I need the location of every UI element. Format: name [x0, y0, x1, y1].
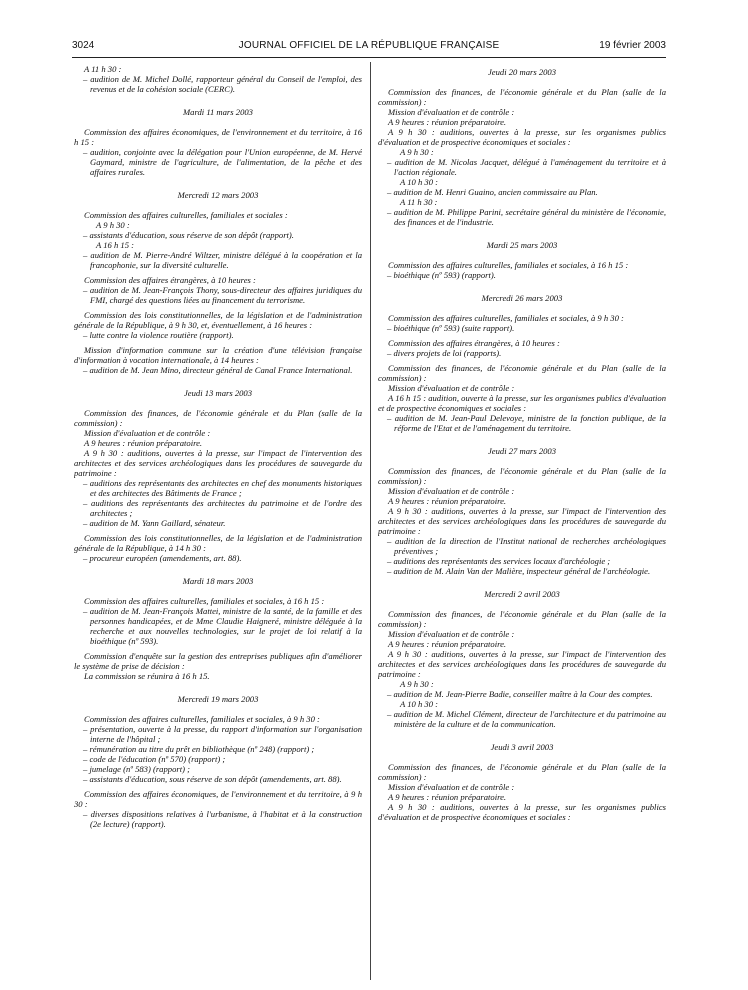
committee-line: Commission des affaires étrangères, à 10 heures :	[388, 338, 560, 348]
committee-line: Commission des affaires culturelles, familiales et sociales, à 9 h 30 :	[388, 313, 624, 323]
mission-line: Mission d'évaluation et de contrôle :	[388, 107, 515, 117]
agenda-item: – auditions des représentants des architectes du patrimoine et de l'ordre des architectes ;	[83, 498, 362, 518]
day-heading: Mardi 18 mars 2003	[182, 576, 254, 586]
agenda-item: – bioéthique (nº 593) (rapport).	[387, 270, 496, 280]
day-heading: Mardi 25 mars 2003	[486, 240, 558, 250]
agenda-item: – audition de M. Alain Van der Malière, inspecteur général de l'archéologie.	[387, 566, 651, 576]
mission-line: Mission d'évaluation et de contrôle :	[84, 428, 211, 438]
time-slot: A 9 h 30 : auditions, ouvertes à la presse, sur l'impact de l'intervention des architectes et des services archéologiques dans les procédures de sauvegarde du patrimoine :	[74, 448, 362, 478]
time-slot: A 9 h 30 : auditions, ouvertes à la presse, sur l'impact de l'intervention des architectes et des services archéologiques dans les procédures de sauvegarde du patrimoine :	[378, 506, 666, 536]
committee-line: Mission d'information commune sur la création d'une télévision française d'information à vocation internationale, à 14 heures :	[74, 345, 362, 365]
time-slot: A 16 h 15 :	[96, 240, 135, 250]
left-column	[74, 64, 362, 988]
committee-line: Commission des finances, de l'économie générale et du Plan (salle de la commission) :	[378, 363, 666, 383]
committee-line: Commission des finances, de l'économie générale et du Plan (salle de la commission) :	[378, 609, 666, 629]
mission-line: Mission d'évaluation et de contrôle :	[388, 486, 515, 496]
time-slot: A 9 heures : réunion préparatoire.	[388, 496, 507, 506]
time-slot: A 9 h 30 :	[400, 679, 434, 689]
day-heading: Mercredi 26 mars 2003	[481, 293, 563, 303]
agenda-item: – auditions des représentants des services locaux d'archéologie ;	[387, 556, 611, 566]
agenda-item: – lutte contre la violence routière (rapport).	[83, 330, 234, 340]
time-slot: A 9 h 30 : auditions, ouvertes à la presse, sur l'impact de l'intervention des architectes et des services archéologiques dans les procédures de sauvegarde du patrimoine :	[378, 649, 666, 679]
agenda-item: – audition, conjointe avec la délégation pour l'Union européenne, de M. Hervé Gaymard, ministre de l'agriculture, de l'alimentation, de la pêche et des affaires rurales.	[83, 147, 362, 177]
agenda-item: – code de l'éducation (nº 570) (rapport) ;	[83, 754, 226, 764]
time-slot: A 9 heures : réunion préparatoire.	[388, 117, 507, 127]
time-slot: A 9 h 30 :	[96, 220, 130, 230]
time-slot: A 9 heures : réunion préparatoire.	[388, 639, 507, 649]
agenda-item: – présentation, ouverte à la presse, du rapport d'information sur l'organisation interne de l'hôpital ;	[83, 724, 362, 744]
committee-line: Commission des affaires culturelles, familiales et sociales, à 9 h 30 :	[84, 714, 320, 724]
agenda-item: – diverses dispositions relatives à l'urbanisme, à l'habitat et à la construction (2e lecture) (rapport).	[83, 809, 362, 829]
time-slot: A 9 h 30 : auditions, ouvertes à la presse, sur les organismes publics d'évaluation et de prospective économiques et sociales :	[378, 802, 666, 822]
agenda-item: – assistants d'éducation, sous réserve de son dépôt (rapport).	[83, 230, 294, 240]
agenda-item: – audition de M. Jean-François Mattei, ministre de la santé, de la famille et des personnes handicapées, et de Mme Claudie Haigneré, ministre déléguée à la recherche et aux nouvelles technologies, sur le projet de loi relatif à la bioéthique (nº 593).	[83, 606, 362, 646]
agenda-item: – bioéthique (nº 593) (suite rapport).	[387, 323, 515, 333]
time-slot: A 10 h 30 :	[400, 177, 439, 187]
agenda-item: – auditions des représentants des architectes en chef des monuments historiques et des architectes des Bâtiments de France ;	[83, 478, 362, 498]
column-divider	[370, 62, 371, 980]
committee-line: Commission des affaires étrangères, à 10 heures :	[84, 275, 256, 285]
agenda-item: – jumelage (nº 583) (rapport) ;	[83, 764, 190, 774]
day-heading: Jeudi 27 mars 2003	[487, 446, 557, 456]
committee-line: Commission des finances, de l'économie générale et du Plan (salle de la commission) :	[378, 762, 666, 782]
issue-date: 19 février 2003	[599, 40, 666, 51]
committee-line: Commission des affaires économiques, de l'environnement et du territoire, à 9 h 30 :	[74, 789, 362, 809]
time-slot: A 9 heures : réunion préparatoire.	[388, 792, 507, 802]
committee-line: Commission des affaires économiques, de l'environnement et du territoire, à 16 h 15 :	[74, 127, 362, 147]
agenda-item: – audition de M. Pierre-André Wiltzer, ministre délégué à la coopération et la francophonie, sur la diversité culturelle.	[83, 250, 362, 270]
committee-line: Commission des affaires culturelles, familiales et sociales, à 16 h 15 :	[84, 596, 325, 606]
agenda-item: – divers projets de loi (rapports).	[387, 348, 502, 358]
agenda-item: – audition de M. Michel Dollé, rapporteur général du Conseil de l'emploi, des revenus et de la cohésion sociale (CERC).	[83, 74, 362, 94]
agenda-item: – audition de la direction de l'Institut national de recherches archéologiques préventives ;	[387, 536, 666, 556]
committee-line: Commission des lois constitutionnelles, de la législation et de l'administration générale de la République, à 9 h 30, et, éventuellement, à 16 heures :	[74, 310, 362, 330]
day-heading: Mercredi 2 avril 2003	[484, 589, 560, 599]
agenda-item: – audition de M. Michel Clément, directeur de l'architecture et du patrimoine au ministère de la culture et de la communication.	[387, 709, 666, 729]
agenda-item: – assistants d'éducation, sous réserve de son dépôt (amendements, art. 88).	[83, 774, 342, 784]
time-slot: A 11 h 30 :	[400, 197, 438, 207]
day-heading: Mardi 11 mars 2003	[183, 107, 253, 117]
agenda-item: – rémunération au titre du prêt en bibliothèque (nº 248) (rapport) ;	[83, 744, 315, 754]
time-slot: A 10 h 30 :	[400, 699, 439, 709]
agenda-item: – audition de M. Jean-François Thony, sous-directeur des affaires juridiques du FMI, chargé des questions liées au financement du terrorisme.	[83, 285, 362, 305]
committee-line: Commission d'enquête sur la gestion des entreprises publiques afin d'améliorer le système de prise de décision :	[74, 651, 362, 671]
time-slot: A 9 heures : réunion préparatoire.	[84, 438, 203, 448]
committee-line: Commission des affaires culturelles, familiales et sociales :	[84, 210, 288, 220]
mission-line: Mission d'évaluation et de contrôle :	[388, 629, 515, 639]
meeting-note: La commission se réunira à 16 h 15.	[84, 671, 210, 681]
time-slot: A 9 h 30 :	[400, 147, 434, 157]
committee-line: Commission des finances, de l'économie générale et du Plan (salle de la commission) :	[378, 87, 666, 107]
journal-title: JOURNAL OFFICIEL DE LA RÉPUBLIQUE FRANÇAISE	[238, 40, 500, 51]
day-heading: Jeudi 13 mars 2003	[183, 388, 253, 398]
agenda-item: – audition de M. Jean Mino, directeur général de Canal France International.	[83, 365, 353, 375]
committee-line: Commission des finances, de l'économie générale et du Plan (salle de la commission) :	[74, 408, 362, 428]
agenda-item: – audition de M. Nicolas Jacquet, délégué à l'aménagement du territoire et à l'action régionale.	[387, 157, 666, 177]
page-header	[72, 40, 666, 56]
mission-line: Mission d'évaluation et de contrôle :	[388, 782, 515, 792]
header-rule	[72, 57, 666, 58]
agenda-item: – audition de M. Henri Guaino, ancien commissaire au Plan.	[387, 187, 598, 197]
day-heading: Mercredi 19 mars 2003	[177, 694, 259, 704]
right-column	[378, 64, 666, 988]
agenda-item: – audition de M. Jean-Pierre Badie, conseiller maître à la Cour des comptes.	[387, 689, 653, 699]
agenda-item: – audition de M. Philippe Parini, secrétaire général du ministère de l'économie, des finances et de l'industrie.	[387, 207, 666, 227]
agenda-item: – procureur européen (amendements, art. 88).	[83, 553, 242, 563]
agenda-item: – audition de M. Yann Gaillard, sénateur.	[83, 518, 226, 528]
agenda-item: – audition de M. Jean-Paul Delevoye, ministre de la fonction publique, de la réforme de l'Etat et de l'aménagement du territoire.	[387, 413, 666, 433]
day-heading: Mercredi 12 mars 2003	[177, 190, 259, 200]
committee-line: Commission des lois constitutionnelles, de la législation et de l'administration générale de la République, à 14 h 30 :	[74, 533, 362, 553]
time-slot: A 11 h 30 :	[84, 64, 122, 74]
page-number: 3024	[72, 40, 95, 51]
day-heading: Jeudi 20 mars 2003	[487, 67, 557, 77]
time-slot: A 9 h 30 : auditions, ouvertes à la presse, sur les organismes publics d'évaluation et de prospective économiques et sociales :	[378, 127, 666, 147]
time-slot: A 16 h 15 : audition, ouverte à la presse, sur les organismes publics d'évaluation et de prospective économiques et sociales :	[378, 393, 666, 413]
committee-line: Commission des affaires culturelles, familiales et sociales, à 16 h 15 :	[388, 260, 629, 270]
mission-line: Mission d'évaluation et de contrôle :	[388, 383, 515, 393]
day-heading: Jeudi 3 avril 2003	[490, 742, 554, 752]
committee-line: Commission des finances, de l'économie générale et du Plan (salle de la commission) :	[378, 466, 666, 486]
